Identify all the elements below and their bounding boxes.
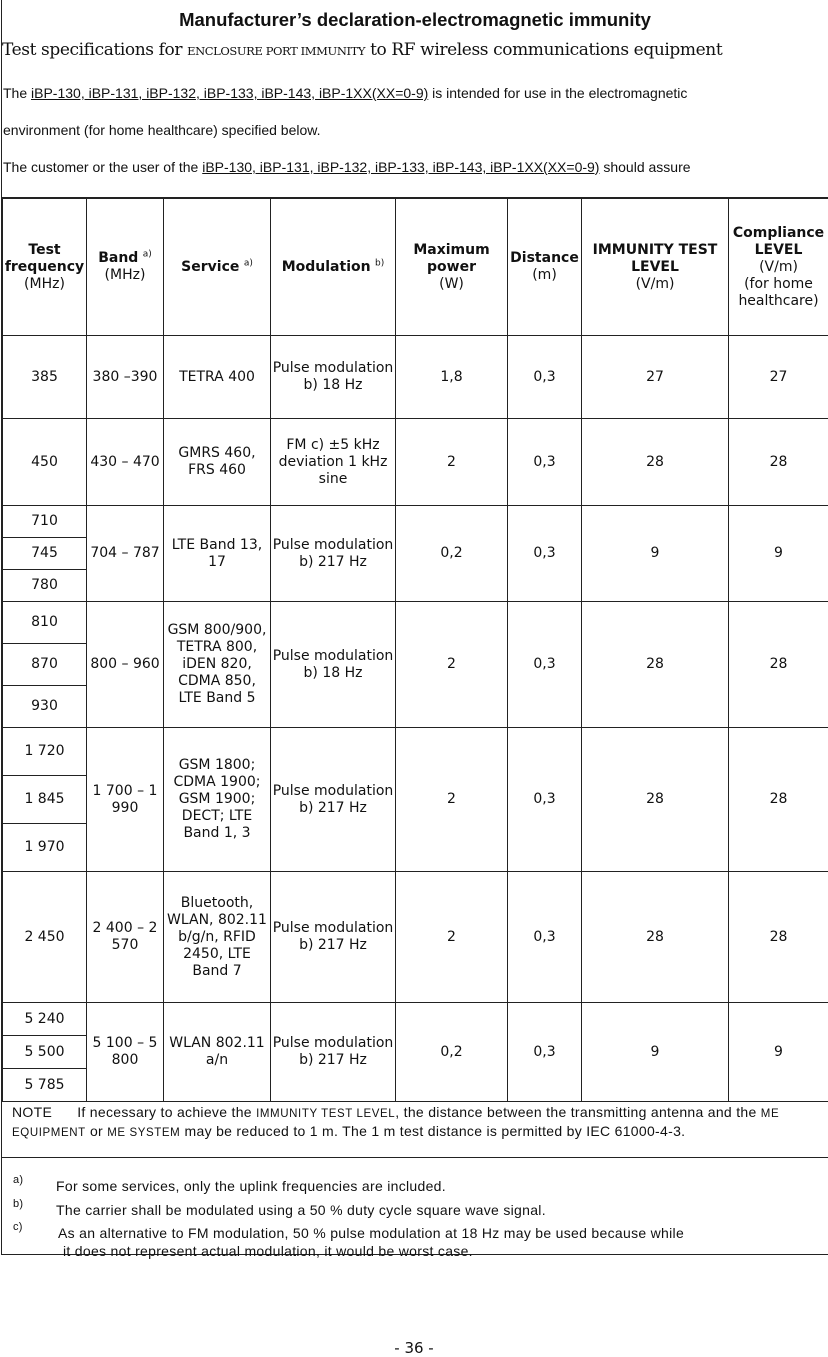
note-smallcaps: IMMUNITY TEST LEVEL [256,1108,395,1120]
footnote-mark: b) [13,1198,23,1210]
immunity-table [2,198,828,1102]
document-title: Manufacturer’s declaration-electromagnetic immunity [2,9,828,31]
distance-cell: 0,3 [508,1003,582,1102]
intro-line-2: environment (for home healthcare) specified below. [3,122,321,138]
page-number: - 36 - [0,1339,828,1357]
footnote-c [58,1225,684,1241]
table-row [3,419,828,506]
modulation-cell: Pulse modulation b) 18 Hz [271,336,396,419]
header-block [2,0,828,198]
freq-cell: 450 [3,419,87,506]
service-cell: LTE Band 13, 17 [164,506,271,602]
col-band: Band $^{a)}$ (MHz) [87,199,164,336]
freq-cell: 5 785 [3,1069,87,1102]
compliance-cell: 27 [729,336,828,419]
power-cell: 2 [396,419,508,506]
band-cell: 2 400 – 2 570 [87,872,164,1003]
col-immunity-test-level: IMMUNITY TEST LEVEL (V/m) [582,199,729,336]
note-text: If necessary to achieve the [77,1104,256,1120]
note-text: or [86,1123,107,1139]
freq-cell: 810 [3,602,87,644]
footnote-c-continued: it does not represent actual modulation, it would be worst case. [63,1243,473,1259]
footnote-mark: a) [13,1174,23,1186]
model-list: iBP-130, iBP-131, iBP-132, iBP-133, iBP-143, iBP-1XX(XX=0-9) [202,159,599,175]
service-cell: Bluetooth, WLAN, 802.11 b/g/n, RFID 2450, LTE Band 7 [164,872,271,1003]
table-row [3,336,828,419]
distance-cell: 0,3 [508,506,582,602]
immunity-level-cell: 28 [582,419,729,506]
intro-line-3 [3,159,691,175]
footnote-b [56,1202,546,1218]
footnote-mark: c) [13,1221,23,1233]
note-smallcaps: ME SYSTEM [107,1127,180,1139]
service-cell: TETRA 400 [164,336,271,419]
modulation-cell: Pulse modulation b) 18 Hz [271,602,396,728]
col-distance: Distance (m) [508,199,582,336]
immunity-level-cell: 28 [582,602,729,728]
distance-cell: 0,3 [508,728,582,872]
power-cell: 2 [396,602,508,728]
intro-text: is intended for use in the electromagnetic [428,85,687,101]
service-cell: GMRS 460, FRS 460 [164,419,271,506]
freq-cell: 1 720 [3,728,87,776]
distance-cell: 0,3 [508,336,582,419]
table-header-row [3,199,828,336]
distance-cell: 0,3 [508,872,582,1003]
freq-cell: 1 845 [3,776,87,824]
freq-cell: 2 450 [3,872,87,1003]
model-list: iBP-130, iBP-131, iBP-132, iBP-133, iBP-143, iBP-1XX(XX=0-9) [31,85,428,101]
service-cell [164,728,271,872]
compliance-cell: 9 [729,1003,828,1102]
subtitle-smallcaps: ENCLOSURE PORT IMMUNITY [187,44,365,58]
freq-cell: 930 [3,686,87,728]
freq-cell: 710 [3,506,87,538]
band-cell: 5 100 – 5 800 [87,1003,164,1102]
power-cell: 0,2 [396,1003,508,1102]
col-modulation: Modulation $^{b)}$ [271,199,396,336]
modulation-cell: Pulse modulation b) 217 Hz [271,506,396,602]
power-cell: 2 [396,728,508,872]
compliance-cell: 28 [729,602,828,728]
immunity-level-cell: 27 [582,336,729,419]
freq-cell: 870 [3,644,87,686]
note-text: may be reduced to 1 m. The 1 m test distance is permitted by IEC 61000-4-3. [180,1123,685,1139]
table-row [3,728,828,776]
subtitle-part: to RF wireless communications equipment [365,40,722,60]
table-row [3,602,828,644]
subtitle-part: Test specifications for [2,40,187,60]
footnote-a [56,1178,446,1194]
distance-cell: 0,3 [508,419,582,506]
distance-cell: 0,3 [508,602,582,728]
freq-cell: 780 [3,570,87,602]
immunity-level-cell: 9 [582,1003,729,1102]
declaration-document [1,0,828,1255]
immunity-level-cell: 28 [582,728,729,872]
freq-cell: 1 970 [3,824,87,872]
power-cell: 0,2 [396,506,508,602]
compliance-cell: 28 [729,872,828,1003]
table-note [2,1102,828,1158]
intro-text: The [3,85,31,101]
modulation-cell: Pulse modulation b) 217 Hz [271,1003,396,1102]
freq-cell: 5 240 [3,1003,87,1036]
compliance-cell: 28 [729,419,828,506]
freq-cell: 745 [3,538,87,570]
footnote-text: The carrier shall be modulated using a 50 % duty cycle square wave signal. [56,1202,546,1218]
band-cell: 800 – 960 [87,602,164,728]
intro-text: should assure [599,159,690,175]
modulation-cell: Pulse modulation b) 217 Hz [271,872,396,1003]
band-cell: 430 – 470 [87,419,164,506]
footnote-text: For some services, only the uplink frequencies are included. [56,1178,446,1194]
note-text: , the distance between the transmitting antenna and the [395,1104,760,1120]
footnote-text: As an alternative to FM modulation, 50 % pulse modulation at 18 Hz may be used because while [58,1225,684,1241]
compliance-cell: 28 [729,728,828,872]
freq-cell: 5 500 [3,1036,87,1069]
power-cell: 2 [396,872,508,1003]
intro-text: The customer or the user of the [3,159,202,175]
immunity-level-cell: 9 [582,506,729,602]
band-cell: 1 700 – 1 990 [87,728,164,872]
service-cell [164,602,271,728]
note-smallcaps: ME EQUIPMENT [12,1108,779,1139]
footnotes [2,1158,828,1254]
compliance-cell: 9 [729,506,828,602]
table-row [3,506,828,538]
service-text: GSM 1800; CDMA 1900; GSM 1900; DECT; LTE Band 1, 3 [165,757,269,842]
intro-line-1 [3,85,687,101]
band-cell: 704 – 787 [87,506,164,602]
power-cell: 1,8 [396,336,508,419]
service-text: GSM 800/900, TETRA 800, iDEN 820, CDMA 850, LTE Band 5 [165,622,269,707]
col-service: Service $^{a)}$ [164,199,271,336]
document-subtitle [2,40,828,60]
modulation-cell: Pulse modulation b) 217 Hz [271,728,396,872]
modulation-cell: FM c) ±5 kHz deviation 1 kHz sine [271,419,396,506]
immunity-level-cell: 28 [582,872,729,1003]
col-maximum-power: Maximum power (W) [396,199,508,336]
table-row [3,1003,828,1036]
band-cell: 380 –390 [87,336,164,419]
note-label: NOTE [12,1104,52,1120]
service-cell: WLAN 802.11 a/n [164,1003,271,1102]
freq-cell: 385 [3,336,87,419]
col-test-frequency: Test frequency (MHz) [3,199,87,336]
col-compliance-level: Compliance LEVEL (V/m) (for home healthcare) [729,199,828,336]
table-row [3,872,828,1003]
